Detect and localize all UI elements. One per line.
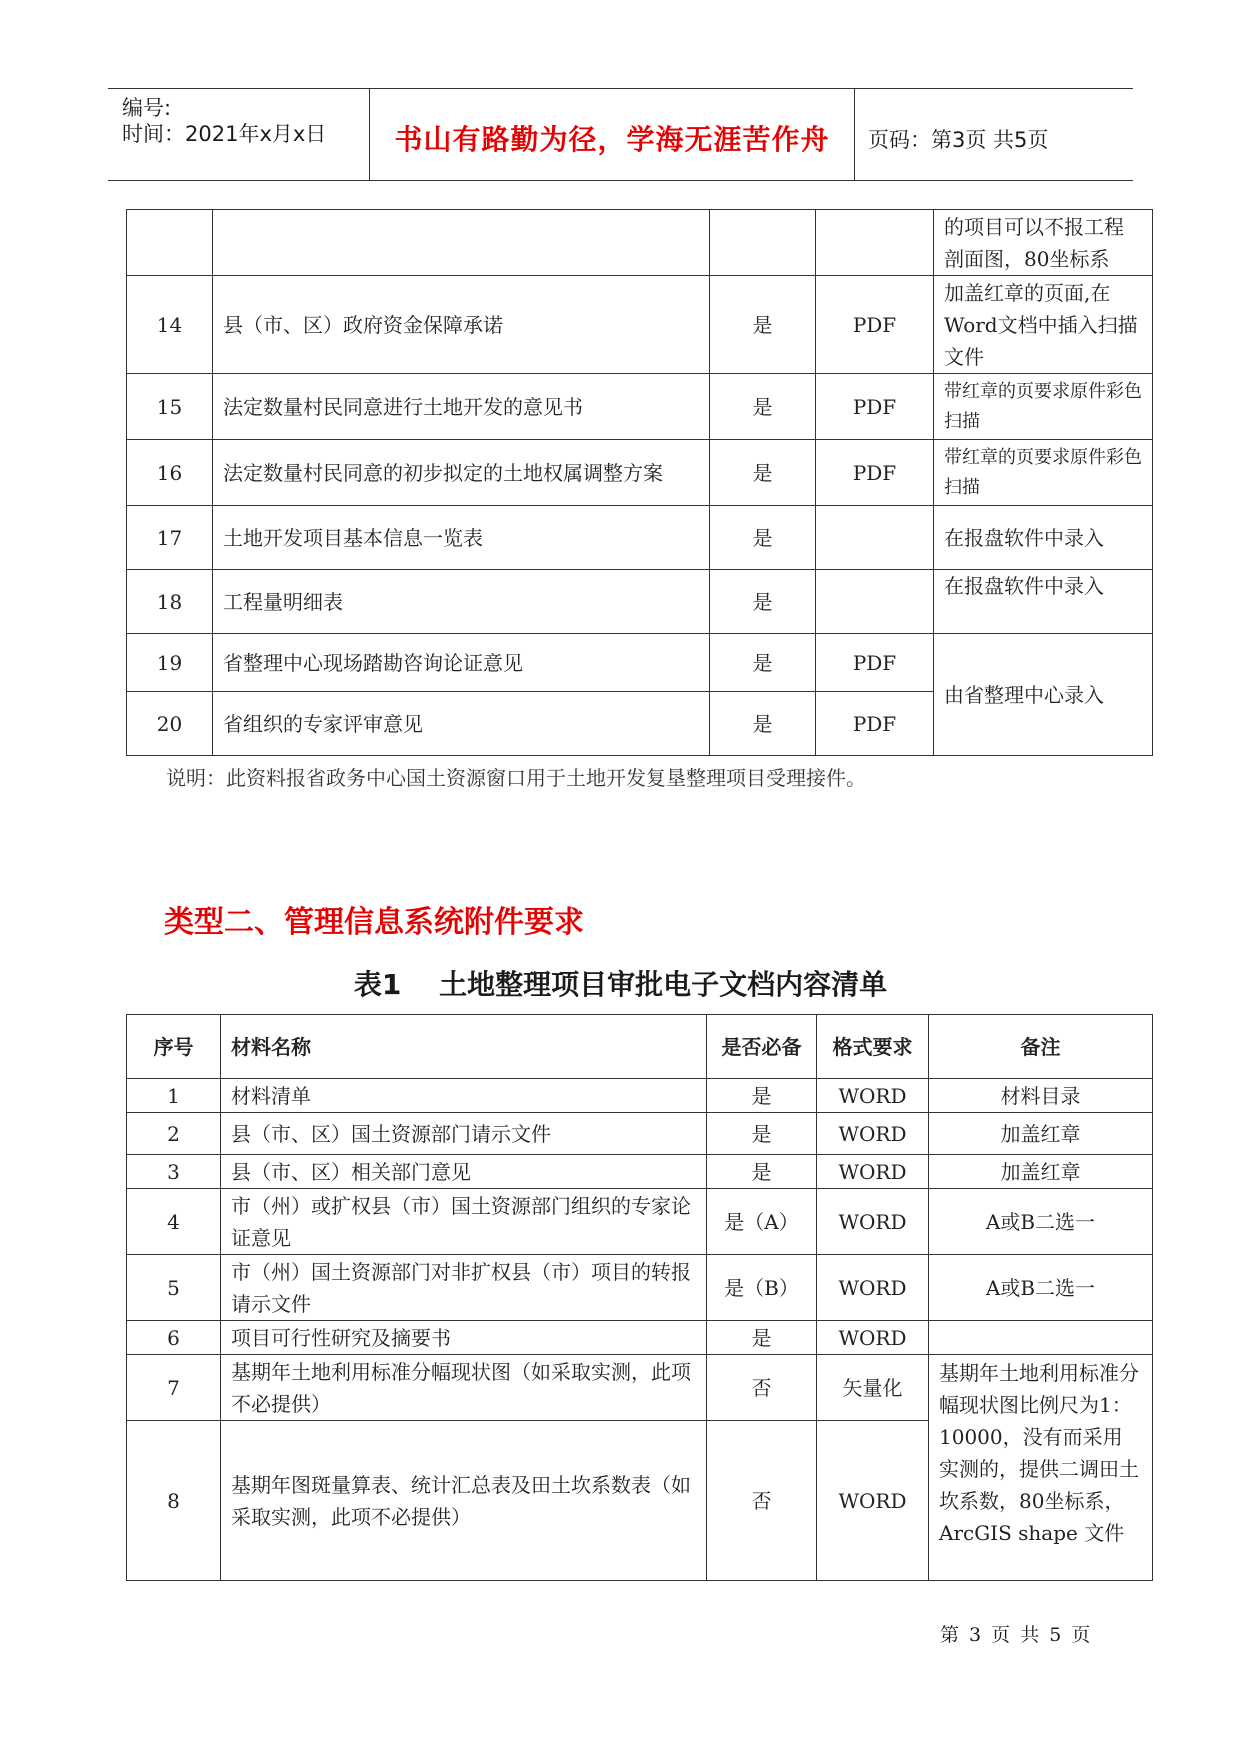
table-row xyxy=(127,374,1153,440)
remark: 带红章的页要求原件彩色扫描 xyxy=(934,440,1153,506)
doc-time-label: 时间：2021年x月x日 xyxy=(122,122,327,146)
remark: 在报盘软件中录入 xyxy=(934,506,1153,570)
table-row xyxy=(127,1155,1153,1189)
remark xyxy=(929,1321,1153,1355)
header-divider-left xyxy=(369,88,370,181)
table-row xyxy=(127,210,1153,276)
required-flag: 是 xyxy=(710,276,816,374)
header-top-rule xyxy=(108,88,1133,89)
material-name: 省整理中心现场踏勘咨询论证意见 xyxy=(213,634,710,692)
row-number: 18 xyxy=(127,570,213,634)
required-flag: 是 xyxy=(710,440,816,506)
remark: 在报盘软件中录入 xyxy=(934,570,1153,634)
table-row xyxy=(127,276,1153,374)
format-requirement xyxy=(816,506,934,570)
material-name: 基期年图斑量算表、统计汇总表及田土坎系数表（如采取实测，此项不必提供） xyxy=(221,1421,707,1581)
remark: A或B二选一 xyxy=(929,1255,1153,1321)
table-note: 说明：此资料报省政务中心国土资源窗口用于土地开发复垦整理项目受理接件。 xyxy=(166,766,866,790)
format-requirement: PDF xyxy=(816,440,934,506)
row-number: 16 xyxy=(127,440,213,506)
table-row xyxy=(127,440,1153,506)
required-flag: 是（B） xyxy=(707,1255,817,1321)
section-title: 类型二、管理信息系统附件要求 xyxy=(164,905,584,940)
remark: 带红章的页要求原件彩色扫描 xyxy=(934,374,1153,440)
required-flag: 是 xyxy=(707,1079,817,1113)
material-name: 市（州）或扩权县（市）国土资源部门组织的专家论证意见 xyxy=(221,1189,707,1255)
row-number: 2 xyxy=(127,1113,221,1155)
material-name: 法定数量村民同意的初步拟定的土地权属调整方案 xyxy=(213,440,710,506)
row-number: 20 xyxy=(127,692,213,756)
table-caption: 表1 土地整理项目审批电子文档内容清单 xyxy=(353,968,888,1001)
header-number: 序号 xyxy=(127,1015,221,1079)
row-number: 19 xyxy=(127,634,213,692)
required-flag: 否 xyxy=(707,1355,817,1421)
row-number: 17 xyxy=(127,506,213,570)
format-requirement: PDF xyxy=(816,276,934,374)
required-flag: 是 xyxy=(710,374,816,440)
material-name xyxy=(213,210,710,276)
remark: 加盖红章的页面,在Word文档中插入扫描文件 xyxy=(934,276,1153,374)
material-name: 项目可行性研究及摘要书 xyxy=(221,1321,707,1355)
header-divider-right xyxy=(854,88,855,181)
table-row xyxy=(127,1113,1153,1155)
format-requirement xyxy=(816,570,934,634)
material-name: 土地开发项目基本信息一览表 xyxy=(213,506,710,570)
header-material-name: 材料名称 xyxy=(221,1015,707,1079)
required-flag: 是 xyxy=(710,634,816,692)
format-requirement: WORD xyxy=(817,1421,929,1581)
required-flag xyxy=(710,210,816,276)
format-requirement: PDF xyxy=(816,692,934,756)
material-name: 县（市、区）国土资源部门请示文件 xyxy=(221,1113,707,1155)
material-name: 省组织的专家评审意见 xyxy=(213,692,710,756)
row-number: 14 xyxy=(127,276,213,374)
remark: 加盖红章 xyxy=(929,1155,1153,1189)
row-number xyxy=(127,210,213,276)
remark: 加盖红章 xyxy=(929,1113,1153,1155)
format-requirement: WORD xyxy=(817,1113,929,1155)
material-name: 工程量明细表 xyxy=(213,570,710,634)
material-name: 基期年土地利用标准分幅现状图（如采取实测，此项不必提供） xyxy=(221,1355,707,1421)
table-row xyxy=(127,1355,1153,1421)
row-number: 1 xyxy=(127,1079,221,1113)
format-requirement xyxy=(816,210,934,276)
table-row xyxy=(127,634,1153,692)
material-name: 法定数量村民同意进行土地开发的意见书 xyxy=(213,374,710,440)
table-row xyxy=(127,570,1153,634)
row-number: 5 xyxy=(127,1255,221,1321)
header-format: 格式要求 xyxy=(817,1015,929,1079)
format-requirement: WORD xyxy=(817,1255,929,1321)
row-number: 15 xyxy=(127,374,213,440)
material-name: 县（市、区）相关部门意见 xyxy=(221,1155,707,1189)
required-flag: 是 xyxy=(707,1155,817,1189)
table-header-row xyxy=(127,1015,1153,1079)
remark: 材料目录 xyxy=(929,1079,1153,1113)
format-requirement: WORD xyxy=(817,1189,929,1255)
page-footer: 第 3 页 共 5 页 xyxy=(940,1624,1093,1646)
header-remark: 备注 xyxy=(929,1015,1153,1079)
materials-table-continued xyxy=(126,209,1153,756)
format-requirement: WORD xyxy=(817,1079,929,1113)
row-number: 6 xyxy=(127,1321,221,1355)
required-flag: 是 xyxy=(707,1113,817,1155)
material-name: 市（州）国土资源部门对非扩权县（市）项目的转报请示文件 xyxy=(221,1255,707,1321)
table-row xyxy=(127,1079,1153,1113)
remark: 基期年土地利用标准分幅现状图比例尺为1：10000，没有而采用实测的，提供二调田土坎系数，80坐标系，ArcGIS shape 文件 xyxy=(929,1355,1153,1581)
row-number: 3 xyxy=(127,1155,221,1189)
remark: 由省整理中心录入 xyxy=(934,634,1153,756)
header-page-info: 页码：第3页 共5页 xyxy=(868,128,1049,152)
table-row xyxy=(127,1189,1153,1255)
electronic-docs-table xyxy=(126,1014,1153,1581)
required-flag: 是 xyxy=(707,1321,817,1355)
remark: A或B二选一 xyxy=(929,1189,1153,1255)
format-requirement: PDF xyxy=(816,634,934,692)
required-flag: 是（A） xyxy=(707,1189,817,1255)
header-required: 是否必备 xyxy=(707,1015,817,1079)
material-name: 县（市、区）政府资金保障承诺 xyxy=(213,276,710,374)
doc-number-label: 编号: xyxy=(122,96,172,120)
row-number: 8 xyxy=(127,1421,221,1581)
format-requirement: PDF xyxy=(816,374,934,440)
required-flag: 是 xyxy=(710,506,816,570)
format-requirement: WORD xyxy=(817,1321,929,1355)
format-requirement: 矢量化 xyxy=(817,1355,929,1421)
format-requirement: WORD xyxy=(817,1155,929,1189)
material-name: 材料清单 xyxy=(221,1079,707,1113)
required-flag: 是 xyxy=(710,570,816,634)
table-row xyxy=(127,1255,1153,1321)
header-motto: 书山有路勤为径，学海无涯苦作舟 xyxy=(394,123,830,156)
required-flag: 否 xyxy=(707,1421,817,1581)
table-row xyxy=(127,1321,1153,1355)
row-number: 7 xyxy=(127,1355,221,1421)
row-number: 4 xyxy=(127,1189,221,1255)
required-flag: 是 xyxy=(710,692,816,756)
table-row xyxy=(127,506,1153,570)
header-bottom-rule xyxy=(108,180,1133,181)
remark: 的项目可以不报工程剖面图，80坐标系 xyxy=(934,210,1153,276)
